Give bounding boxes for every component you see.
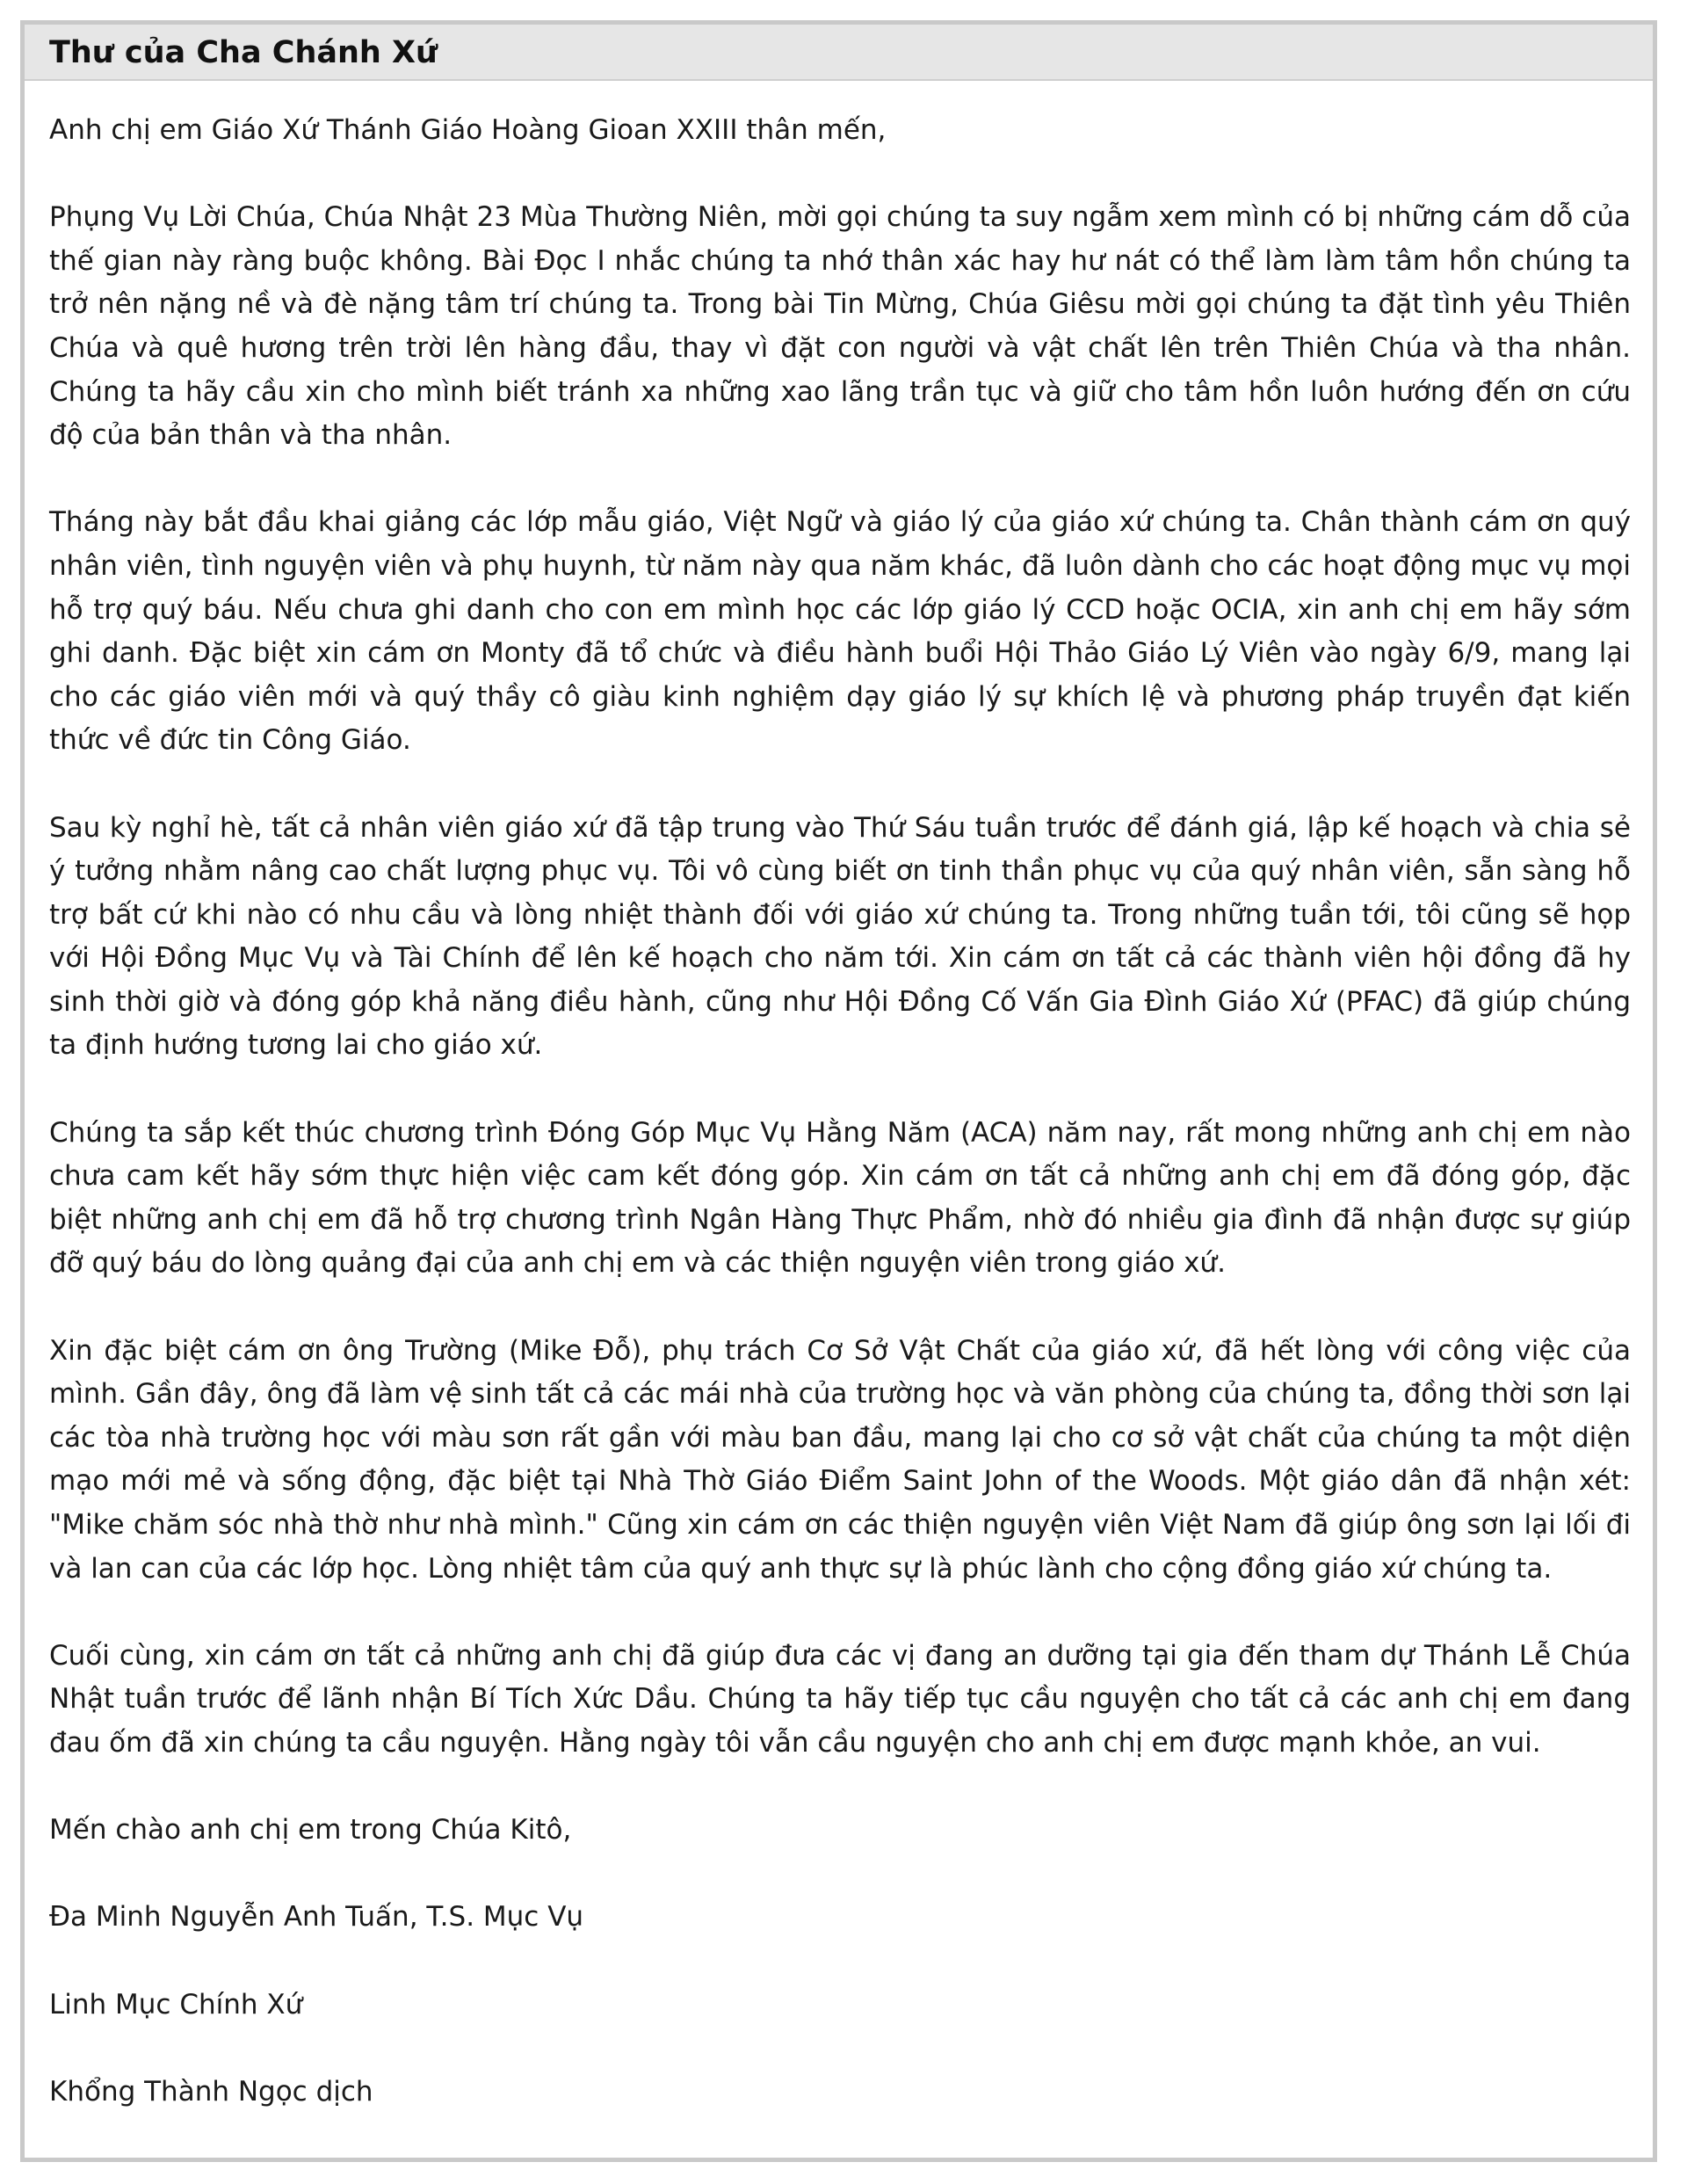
letter-paragraph: Chúng ta sắp kết thúc chương trình Đóng Góp Mục Vụ Hằng Năm (ACA) năm nay, rất mong những anh chị em nào chưa cam kết hãy sớm thực hiện việc cam kết đóng góp. Xin cám ơn tất cả những anh chị em đã đóng góp, đặc biệt những anh chị em đã hỗ trợ chương trình Ngân Hàng Thực Phẩm, nhờ đó nhiều gia đình đã nhận được sự giúp đỡ quý báu do lòng quảng đại của anh chị em và các thiện nguyện viên trong giáo xứ. [49, 1116, 1631, 1280]
letter-closing: Mến chào anh chị em trong Chúa Kitô, [49, 1814, 572, 1847]
letter-title: Thư của Cha Chánh Xứ [49, 35, 438, 70]
letter-paragraph: Tháng này bắt đầu khai giảng các lớp mẫu giáo, Việt Ngữ và giáo lý của giáo xứ chúng ta. Chân thành cám ơn quý nhân viên, tình nguyện viên và phụ huynh, từ năm này qua năm khác, đã luôn dành cho các hoạt động mục vụ mọi hỗ trợ quý báu. Nếu chưa ghi danh cho con em mình học các lớp giáo lý CCD hoặc OCIA, xin anh chị em hãy sớm ghi danh. Đặc biệt xin cám ơn Monty đã tổ chức và điều hành buổi Hội Thảo Giáo Lý Viên vào ngày 6/9, mang lại cho các giáo viên mới và quý thầy cô giàu kinh nghiệm dạy giáo lý sự khích lệ và phương pháp truyền đạt kiến thức về đức tin Công Giáo. [49, 506, 1631, 757]
letter-paragraph: Phụng Vụ Lời Chúa, Chúa Nhật 23 Mùa Thường Niên, mời gọi chúng ta suy ngẫm xem mình có bị những cám dỗ của thế gian này ràng buộc không. Bài Đọc I nhắc chúng ta nhớ thân xác hay hư nát có thể làm làm tâm hồn chúng ta trở nên nặng nề và đè nặng tâm trí chúng ta. Trong bài Tin Mừng, Chúa Giêsu mời gọi chúng ta đặt tình yêu Thiên Chúa và quê hương trên trời lên hàng đầu, thay vì đặt con người và vật chất lên trên Thiên Chúa và tha nhân. Chúng ta hãy cầu xin cho mình biết tránh xa những xao lãng trần tục và giữ cho tâm hồn luôn hướng đến ơn cứu độ của bản thân và tha nhân. [49, 201, 1631, 452]
letter-signature [49, 1896, 1631, 2114]
letter-paragraph: Xin đặc biệt cám ơn ông Trường (Mike Đỗ), phụ trách Cơ Sở Vật Chất của giáo xứ, đã hết lòng với công việc của mình. Gần đây, ông đã làm vệ sinh tất cả các mái nhà của trường học và văn phòng của chúng ta, đồng thời sơn lại các tòa nhà trường học với màu sơn rất gần với màu ban đầu, mang lại cho cơ sở vật chất của chúng ta một diện mạo mới mẻ và sống động, đặc biệt tại Nhà Thờ Giáo Điểm Saint John of the Woods. Một giáo dân đã nhận xét: "Mike chăm sóc nhà thờ như nhà mình." Cũng xin cám ơn các thiện nguyện viên Việt Nam đã giúp ông sơn lại lối đi và lan can của các lớp học. Lòng nhiệt tâm của quý anh thực sự là phúc lành cho cộng đồng giáo xứ chúng ta. [49, 1334, 1631, 1585]
letter-body [49, 109, 1631, 2158]
signature-role: Linh Mục Chính Xứ [49, 1988, 303, 2021]
letter-greeting: Anh chị em Giáo Xứ Thánh Giáo Hoàng Gioan XXIII thân mến, [49, 114, 887, 146]
signature-name: Đa Minh Nguyễn Anh Tuấn, T.S. Mục Vụ [49, 1901, 584, 1934]
letter-frame [20, 20, 1657, 2162]
letter-paragraph: Sau kỳ nghỉ hè, tất cả nhân viên giáo xứ đã tập trung vào Thứ Sáu tuần trước để đánh giá, lập kế hoạch và chia sẻ ý tưởng nhằm nâng cao chất lượng phục vụ. Tôi vô cùng biết ơn tinh thần phục vụ của quý nhân viên, sẵn sàng hỗ trợ bất cứ khi nào có nhu cầu và lòng nhiệt thành đối với giáo xứ chúng ta. Trong những tuần tới, tôi cũng sẽ họp với Hội Đồng Mục Vụ và Tài Chính để lên kế hoạch cho năm tới. Xin cám ơn tất cả các thành viên hội đồng đã hy sinh thời giờ và đóng góp khả năng điều hành, cũng như Hội Đồng Cố Vấn Gia Đình Giáo Xứ (PFAC) đã giúp chúng ta định hướng tương lai cho giáo xứ. [49, 811, 1631, 1062]
letter-paragraph: Cuối cùng, xin cám ơn tất cả những anh chị đã giúp đưa các vị đang an dưỡng tại gia đến tham dự Thánh Lễ Chúa Nhật tuần trước để lãnh nhận Bí Tích Xức Dầu. Chúng ta hãy tiếp tục cầu nguyện cho tất cả các anh chị em đang đau ốm đã xin chúng ta cầu nguyện. Hằng ngày tôi vẫn cầu nguyện cho anh chị em được mạnh khỏe, an vui. [49, 1639, 1631, 1759]
signature-translator: Khổng Thành Ngọc dịch [49, 2075, 373, 2108]
letter-header [25, 25, 1653, 81]
